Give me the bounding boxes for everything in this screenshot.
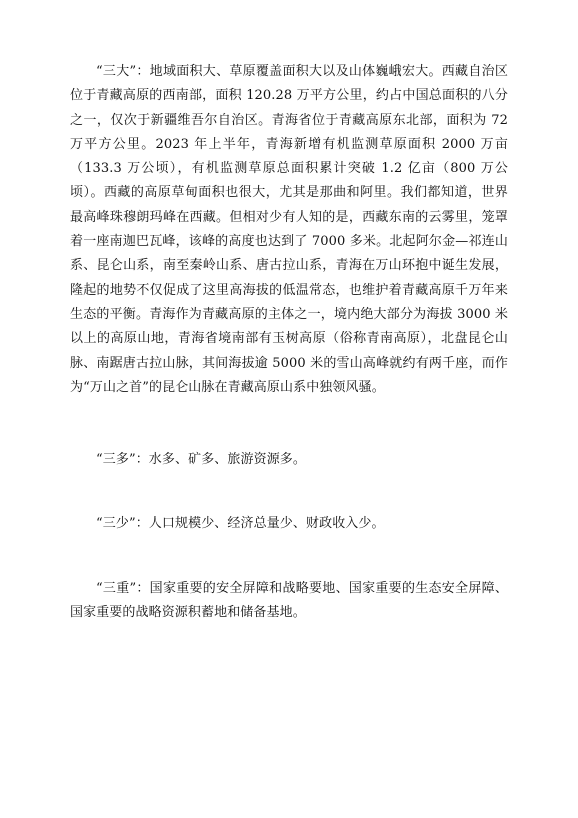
paragraph-san-shao: “三少”：人口规模少、经济总量少、财政收入少。 [96, 516, 385, 532]
paragraph-san-duo: “三多”：水多、矿多、旅游资源多。 [96, 452, 306, 468]
paragraph-san-da: “三大”：地域面积大、草原覆盖面积大以及山体巍峨宏大。西藏自治区位于青藏高原的西南部，面积 120.28 万平方公里，约占中国总面积的八分之一，仅次于新疆维吾尔自治区。青海省位于青藏高原东北部，面积为 72 万平方公里。2023 年上半年，青海新增有机监测草原面积 2000 万亩（133.3 万公顷），有机监测草原总面积累计突破 1.2 亿亩（800 万公顷）。西藏的高原草甸面积也很大，尤其是那曲和阿里。我们都知道，世界最高峰珠穆朗玛峰在西藏。但相对少有人知的是，西藏东南的云雾里，笼罩着一座南迦巴瓦峰，该峰的高度也达到了 7000 多米。北起阿尔金—祁连山系、昆仑山系，南至秦岭山系、唐古拉山系，青海在万山环抱中诞生发展，隆起的地势不仅促成了这里高海拔的低温常态，也维护着青藏高原千万年来生态的平衡。青海作为青藏高原的主体之一，境内绝大部分为海拔 3000 米以上的高原山地，青海省境南部有玉树高原（俗称青南高原），北盘昆仑山脉、南踞唐古拉山脉，其间海拔逾 5000 米的雪山高峰就约有两千座，而作为“万山之首”的昆仑山脉在青藏高原山系中独领风骚。 [70, 64, 508, 395]
paragraph-san-zhong: “三重”：国家重要的安全屏障和战略要地、国家重要的生态安全屏障、国家重要的战略资源积蓄地和储备基地。 [70, 580, 508, 621]
